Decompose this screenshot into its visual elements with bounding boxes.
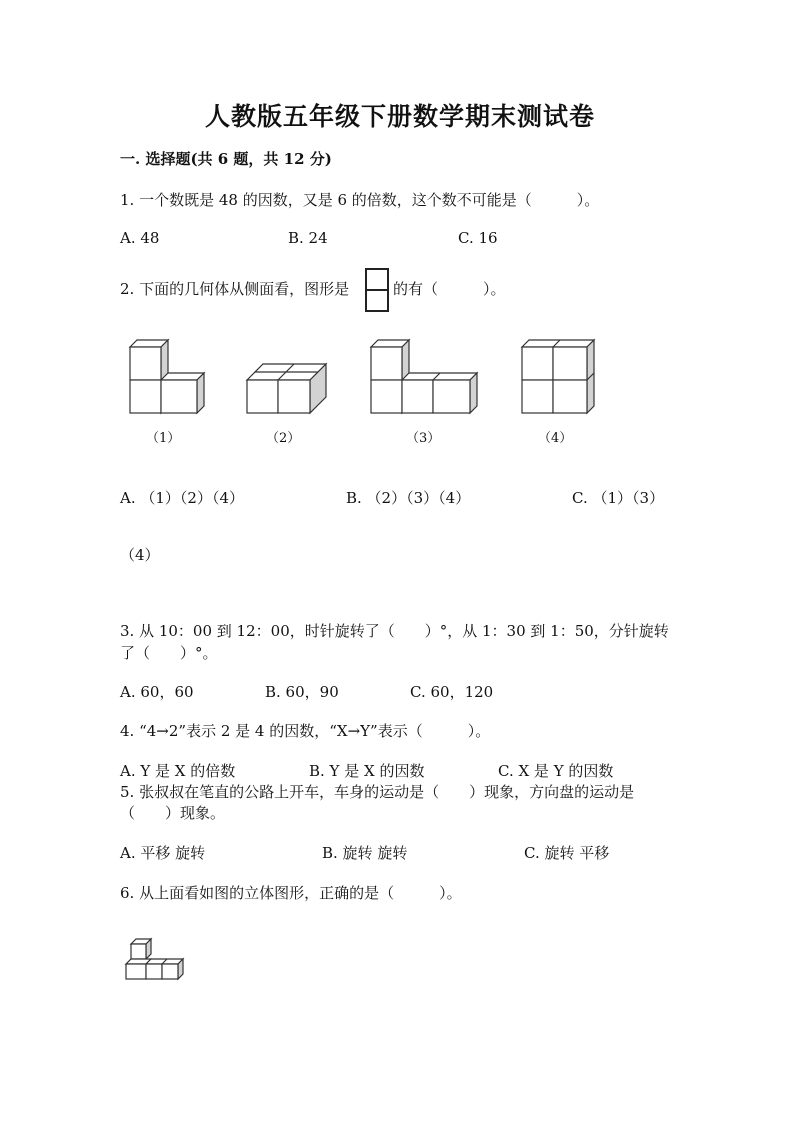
question-2-option-a: A. （1）（2）（4） [120, 489, 244, 507]
solid-figure-1 [126, 336, 210, 418]
question-3-option-c: C. 60，120 [410, 683, 494, 701]
question-5-option-a: A. 平移 旋转 [120, 844, 206, 862]
question-1-option-b: B. 24 [288, 229, 328, 247]
question-2-option-c-continued: （4） [120, 546, 160, 564]
question-6-stem: 6. 从上面看如图的立体图形，正确的是（ ）。 [120, 884, 462, 902]
question-5-option-c: C. 旋转 平移 [524, 844, 610, 862]
side-view-figure-icon [365, 268, 391, 314]
solid-figure-2 [243, 358, 329, 418]
figure-3-label: （3） [406, 431, 441, 446]
question-5-option-b: B. 旋转 旋转 [322, 844, 408, 862]
question-4-option-a: A. Y 是 X 的倍数 [120, 762, 236, 780]
solid-figure-4 [518, 336, 598, 418]
question-1-option-a: A. 48 [120, 229, 160, 247]
question-3-stem-line-1: 3. 从 10：00 到 12：00，时针旋转了（ ）°，从 1：30 到 1：50，分针旋转 [120, 622, 669, 640]
question-3-option-b: B. 60，90 [265, 683, 339, 701]
question-2-stem-after: 的有（ ）。 [393, 280, 506, 298]
figure-4-label: （4） [538, 431, 573, 446]
page-title: 人教版五年级下册数学期末测试卷 [204, 102, 595, 131]
question-3-stem-line-2: 了（ ）°。 [120, 644, 218, 662]
question-5-stem-line-1: 5. 张叔叔在笔直的公路上开车，车身的运动是（ ）现象，方向盘的运动是 [120, 783, 635, 801]
solid-figure-3 [367, 336, 483, 418]
question-1-option-c: C. 16 [458, 229, 498, 247]
figure-2-label: （2） [266, 431, 301, 446]
figure-1-label: （1） [146, 431, 181, 446]
question-2-stem-before: 2. 下面的几何体从侧面看，图形是 [120, 280, 350, 298]
question-1-stem: 1. 一个数既是 48 的因数，又是 6 的倍数，这个数不可能是（ ）。 [120, 191, 600, 209]
question-4-stem: 4. “4→2”表示 2 是 4 的因数，“X→Y”表示（ ）。 [120, 722, 491, 740]
question-5-stem-line-2: （ ）现象。 [120, 804, 226, 822]
question-3-option-a: A. 60，60 [120, 683, 194, 701]
question-2-option-c: C. （1）（3） [572, 489, 665, 507]
question-4-option-c: C. X 是 Y 的因数 [498, 762, 614, 780]
question-2-option-b: B. （2）（3）（4） [346, 489, 471, 507]
section-heading: 一. 选择题(共 6 题，共 12 分) [120, 150, 332, 168]
solid-figure-6 [122, 936, 186, 984]
question-4-option-b: B. Y 是 X 的因数 [309, 762, 425, 780]
